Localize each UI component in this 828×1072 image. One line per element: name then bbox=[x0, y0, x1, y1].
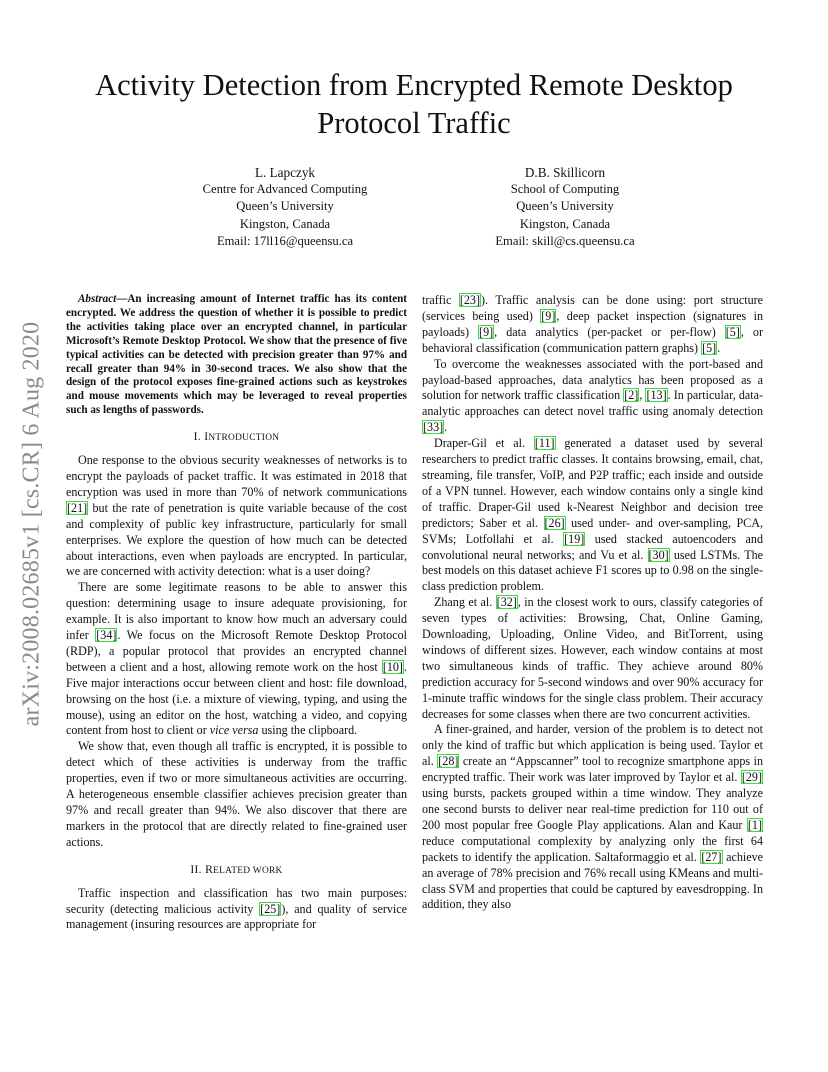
abstract-label: Abstract bbox=[78, 293, 117, 305]
related-paragraph-1-continued: traffic [23]). Traffic analysis can be done using: port structure (services being used) [9], deep packet inspection (signatures in payloads) [9], data analytics (per-packet or per-flow) [5], or behavioral classification (communication pattern graphs) [5]. bbox=[422, 293, 764, 355]
citation-link[interactable]: [1] bbox=[747, 817, 762, 832]
citation-link[interactable]: [10] bbox=[382, 659, 403, 674]
paper-title bbox=[60, 66, 768, 142]
arxiv-sidebar bbox=[2, 289, 62, 759]
intro-paragraph-3: We show that, even though all traffic is encrypted, it is possible to detect which of these activities is underway from the traffic properties, even if two or more simultaneous activities are occurring. A heterogeneous ensemble classifier achieves precision greater than 97% and recall greater than 94%. We also discover that there are markers in the protocol that are directly related to fine-grained user actions. bbox=[66, 739, 407, 849]
author-name: D.B. Skillicorn bbox=[524, 165, 606, 180]
citation-link[interactable]: [29] bbox=[741, 770, 762, 785]
section-heading-introduction: I. INTRODUCTION bbox=[193, 430, 280, 444]
author-affiliation: School of Computing bbox=[510, 182, 620, 197]
related-paragraph-1: Traffic inspection and classification has two main purposes: security (detecting malicious activity [25]), and quality of service management (insuring resources are appropriate for bbox=[66, 885, 407, 932]
author-location: Kingston, Canada bbox=[239, 216, 331, 231]
citation-link[interactable]: [19] bbox=[564, 531, 585, 546]
citation-link[interactable]: [33] bbox=[423, 420, 444, 435]
citation-link[interactable]: [9] bbox=[541, 308, 556, 323]
citation-link[interactable]: [5] bbox=[725, 324, 740, 339]
abstract-text: An increasing amount of Internet traffic has its content encrypted. We address the question of whether it is possible to predict the activities taking place over an encrypted channel, in particular Microsoft’s Remote Desktop Protocol. We show that the presence of five typical activities can be detected with precision greater than 97% and recall greater than 94% in 30-second traces. We also show that the design of the protocol exposes fine-grained actions such as keystrokes and mouse movements which may be leveraged to reveal properties such as lengths of passwords. bbox=[66, 293, 407, 417]
citation-link[interactable]: [25] bbox=[260, 901, 281, 916]
citation-link[interactable]: [27] bbox=[701, 849, 722, 864]
citation-link[interactable]: [5] bbox=[702, 340, 717, 355]
author-affiliation: Centre for Advanced Computing bbox=[202, 182, 368, 197]
author-university: Queen’s University bbox=[516, 199, 614, 214]
arxiv-stamp: arXiv:2008.02685v1 [cs.CR] 6 Aug 2020 bbox=[18, 321, 45, 727]
citation-link[interactable]: [9] bbox=[479, 324, 494, 339]
citation-link[interactable]: [23] bbox=[459, 293, 481, 307]
author-location: Kingston, Canada bbox=[519, 216, 611, 231]
intro-paragraph-1: One response to the obvious security weaknesses of networks is to encrypt the payloads of packet traffic. It was estimated in 2018 that encryption was used in more than 70% of network communications [21] but the rate of penetration is quite variable because of the cost and complexity of public key infrastructure, particularly for small enterprises. We explore the question of how much can be detected about interactions, even when payloads are encrypted. In particular, we are concerned with activity detection: what is a user doing? bbox=[66, 453, 407, 579]
citation-link[interactable]: [13] bbox=[646, 388, 667, 403]
citation-link[interactable]: [30] bbox=[648, 547, 669, 562]
author-name: L. Lapczyk bbox=[254, 165, 316, 180]
related-paragraph-5: A finer-grained, and harder, version of the problem is to detect not only the kind of traffic but which application is being used. Taylor et al. [28] create an “Appscanner” tool to recognize smartphone apps in encrypted traffic. Their work was later improved by Taylor et al. [29] using bursts, packets grouped within a time window. They analyze one second bursts to deliver near real-time prediction for 110 out of 200 most popular free Google Play applications. Alan and Kaur [1] reduce computational complexity by analyzing only the first 64 packets to identify the application. Saltaformaggio et al. [27] achieve an average of 78% precision and 76% recall using KMeans and multi-class SVM and properties that could be captured by eavesdropping. In addition, they also bbox=[422, 722, 764, 912]
related-paragraph-3: Draper-Gil et al. [11] generated a dataset used by several researchers to predict traffic classes. It contains browsing, email, chat, streaming, file transfer, VoIP, and P2P traffic; each inside and outside of a VPN tunnel. However, each window contains only a single kind of traffic. Draper-Gil used k-Nearest Neighbor and decision tree predictors; Saber et al. [26] used under- and over-sampling, PCA, SVMs; Lotfollahi et al. [19] used stacked autoencoders and convolutional neural networks; and Vu et al. [30] used LSTMs. The best models on this dataset achieve F1 scores up to 0.98 on the single-class prediction problem. bbox=[422, 436, 764, 594]
citation-link[interactable]: [28] bbox=[438, 754, 459, 769]
citation-link[interactable]: [2] bbox=[624, 388, 639, 403]
author-block-2 bbox=[430, 164, 700, 250]
author-block-1 bbox=[150, 164, 420, 250]
citation-link[interactable]: [11] bbox=[534, 436, 555, 451]
intro-paragraph-2: There are some legitimate reasons to be able to answer this question: determining usage to insure adequate provisioning, for example. It is also important to know how much an adversary could infer [34]. We focus on the Microsoft Remote Desktop Protocol (RDP), a popular protocol that provides an encrypted channel between a client and a host, allowing remote work on the host [10]. Five major interactions occur between client and host: file download, browsing on the host (i.e. a mixture of viewing, typing, and using the mouse), using an editor on the host, watching a video, and copying content from host to client or vice versa using the clipboard. bbox=[66, 580, 407, 738]
title-line-1: Activity Detection from Encrypted Remote Desktop bbox=[95, 68, 733, 102]
section-heading-related-work: II. RELATED WORK bbox=[190, 862, 283, 876]
related-paragraph-2: To overcome the weaknesses associated with the port-based and payload-based approaches, data analytics has been proposed as a solution for network traffic classification [2], [13]. In particular, data-analytic approaches can detect novel traffic using anomaly detection [33]. bbox=[422, 356, 763, 435]
right-column bbox=[422, 293, 763, 913]
citation-link[interactable]: [26] bbox=[544, 515, 565, 530]
related-paragraph-4: Zhang et al. [32], in the closest work to ours, classify categories of seven types of activities: Browsing, Chat, Online Gaming, Downloading, Uploading, Online Video, and BitTorrent, using windows of different sizes. However, each window contains at most two simultaneous kinds of traffic. They achieve around 80% prediction accuracy for 5-second windows and over 90% accuracy for 1-minute traffic windows for the single class problem. Their accuracy decreases for some classes when there are two concurrent activities. bbox=[422, 595, 763, 721]
left-column bbox=[66, 293, 407, 933]
author-university: Queen’s University bbox=[236, 199, 334, 214]
citation-link[interactable]: [32] bbox=[496, 595, 517, 610]
title-line-2: Protocol Traffic bbox=[317, 106, 511, 140]
author-email: Email: skill@cs.queensu.ca bbox=[495, 233, 635, 248]
author-email: Email: 17ll16@queensu.ca bbox=[216, 233, 354, 248]
abstract bbox=[66, 293, 407, 418]
abstract-dash: — bbox=[116, 293, 128, 305]
citation-link[interactable]: [21] bbox=[67, 500, 88, 515]
citation-link[interactable]: [34] bbox=[96, 628, 117, 643]
